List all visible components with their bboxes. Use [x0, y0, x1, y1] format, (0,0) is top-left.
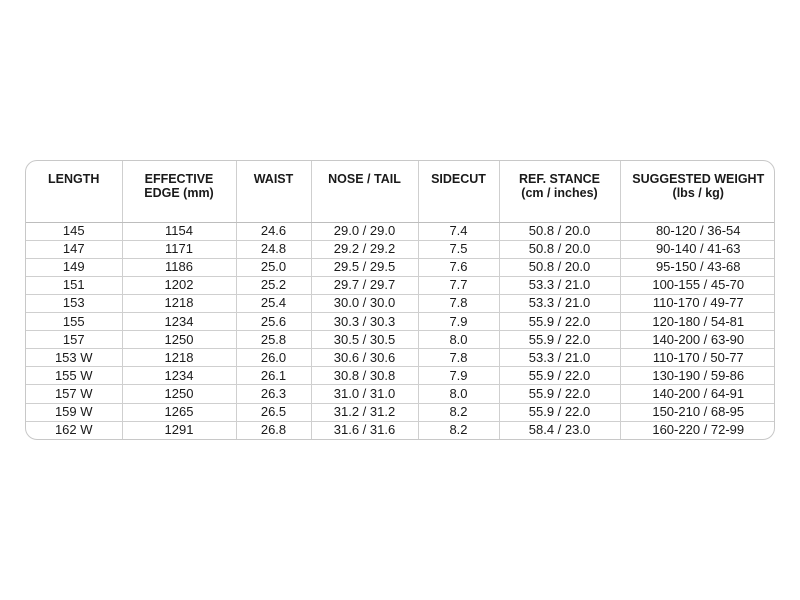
- column-header-line1: NOSE / TAIL: [328, 172, 401, 186]
- column-header-line1: SUGGESTED WEIGHT: [632, 172, 765, 186]
- table-row: [26, 313, 775, 331]
- table-row: [26, 294, 775, 312]
- cell-nose-tail: 30.0 / 30.0: [311, 294, 418, 312]
- cell-sidecut: 7.8: [418, 294, 499, 312]
- cell-sidecut: 7.8: [418, 349, 499, 367]
- cell-suggested-weight: 120-180 / 54-81: [620, 313, 775, 331]
- table-row: [26, 240, 775, 258]
- cell-waist: 25.8: [236, 331, 311, 349]
- cell-nose-tail: 29.2 / 29.2: [311, 240, 418, 258]
- column-header-effective-edge: [122, 161, 236, 222]
- cell-length: 155: [26, 313, 122, 331]
- cell-ref-stance: 55.9 / 22.0: [499, 331, 620, 349]
- cell-sidecut: 7.6: [418, 258, 499, 276]
- column-header-line1: SIDECUT: [431, 172, 486, 186]
- cell-nose-tail: 30.5 / 30.5: [311, 331, 418, 349]
- table-row: [26, 222, 775, 240]
- size-chart-table: [26, 161, 775, 439]
- cell-length: 153: [26, 294, 122, 312]
- cell-nose-tail: 31.2 / 31.2: [311, 403, 418, 421]
- cell-nose-tail: 30.6 / 30.6: [311, 349, 418, 367]
- size-chart-table-container: [25, 160, 775, 440]
- cell-ref-stance: 53.3 / 21.0: [499, 276, 620, 294]
- cell-length: 145: [26, 222, 122, 240]
- cell-suggested-weight: 90-140 / 41-63: [620, 240, 775, 258]
- column-header-length: [26, 161, 122, 222]
- column-header-ref-stance: [499, 161, 620, 222]
- cell-waist: 25.4: [236, 294, 311, 312]
- cell-sidecut: 7.4: [418, 222, 499, 240]
- cell-length: 155 W: [26, 367, 122, 385]
- cell-length: 153 W: [26, 349, 122, 367]
- cell-sidecut: 7.9: [418, 313, 499, 331]
- cell-sidecut: 8.0: [418, 331, 499, 349]
- cell-sidecut: 8.2: [418, 421, 499, 439]
- cell-effective-edge: 1154: [122, 222, 236, 240]
- cell-waist: 26.8: [236, 421, 311, 439]
- column-header-line1: REF. STANCE: [518, 172, 601, 186]
- table-row: [26, 276, 775, 294]
- cell-nose-tail: 29.7 / 29.7: [311, 276, 418, 294]
- table-header: [26, 161, 775, 222]
- cell-ref-stance: 50.8 / 20.0: [499, 240, 620, 258]
- cell-sidecut: 8.0: [418, 385, 499, 403]
- column-header-suggested-weight: [620, 161, 775, 222]
- table-row: [26, 367, 775, 385]
- table-row: [26, 349, 775, 367]
- cell-suggested-weight: 95-150 / 43-68: [620, 258, 775, 276]
- cell-suggested-weight: 80-120 / 36-54: [620, 222, 775, 240]
- cell-effective-edge: 1291: [122, 421, 236, 439]
- cell-suggested-weight: 140-200 / 64-91: [620, 385, 775, 403]
- cell-ref-stance: 58.4 / 23.0: [499, 421, 620, 439]
- cell-ref-stance: 55.9 / 22.0: [499, 385, 620, 403]
- header-row: [26, 161, 775, 222]
- table-body: [26, 222, 775, 439]
- cell-waist: 26.5: [236, 403, 311, 421]
- cell-effective-edge: 1186: [122, 258, 236, 276]
- cell-suggested-weight: 130-190 / 59-86: [620, 367, 775, 385]
- cell-waist: 24.6: [236, 222, 311, 240]
- cell-length: 151: [26, 276, 122, 294]
- cell-nose-tail: 29.0 / 29.0: [311, 222, 418, 240]
- cell-ref-stance: 55.9 / 22.0: [499, 313, 620, 331]
- column-header-sidecut: [418, 161, 499, 222]
- cell-effective-edge: 1218: [122, 349, 236, 367]
- cell-effective-edge: 1171: [122, 240, 236, 258]
- column-header-line2: (cm / inches): [521, 186, 598, 200]
- table-row: [26, 385, 775, 403]
- cell-ref-stance: 53.3 / 21.0: [499, 294, 620, 312]
- column-header-line2: (lbs / kg): [672, 186, 724, 200]
- cell-sidecut: 8.2: [418, 403, 499, 421]
- cell-length: 162 W: [26, 421, 122, 439]
- cell-suggested-weight: 150-210 / 68-95: [620, 403, 775, 421]
- table-row: [26, 421, 775, 439]
- cell-effective-edge: 1250: [122, 331, 236, 349]
- cell-sidecut: 7.5: [418, 240, 499, 258]
- cell-waist: 26.1: [236, 367, 311, 385]
- cell-nose-tail: 30.8 / 30.8: [311, 367, 418, 385]
- cell-waist: 25.6: [236, 313, 311, 331]
- cell-suggested-weight: 110-170 / 50-77: [620, 349, 775, 367]
- cell-ref-stance: 55.9 / 22.0: [499, 367, 620, 385]
- cell-waist: 25.2: [236, 276, 311, 294]
- cell-length: 157: [26, 331, 122, 349]
- cell-suggested-weight: 100-155 / 45-70: [620, 276, 775, 294]
- cell-effective-edge: 1202: [122, 276, 236, 294]
- cell-nose-tail: 31.0 / 31.0: [311, 385, 418, 403]
- cell-ref-stance: 50.8 / 20.0: [499, 222, 620, 240]
- cell-effective-edge: 1234: [122, 367, 236, 385]
- cell-effective-edge: 1265: [122, 403, 236, 421]
- cell-suggested-weight: 110-170 / 49-77: [620, 294, 775, 312]
- cell-length: 157 W: [26, 385, 122, 403]
- cell-nose-tail: 31.6 / 31.6: [311, 421, 418, 439]
- cell-waist: 25.0: [236, 258, 311, 276]
- cell-nose-tail: 30.3 / 30.3: [311, 313, 418, 331]
- cell-length: 149: [26, 258, 122, 276]
- cell-sidecut: 7.7: [418, 276, 499, 294]
- table-row: [26, 258, 775, 276]
- column-header-waist: [236, 161, 311, 222]
- column-header-line1: LENGTH: [48, 172, 100, 186]
- column-header-nose-tail: [311, 161, 418, 222]
- cell-effective-edge: 1250: [122, 385, 236, 403]
- cell-waist: 26.3: [236, 385, 311, 403]
- cell-suggested-weight: 140-200 / 63-90: [620, 331, 775, 349]
- table-row: [26, 403, 775, 421]
- column-header-line1: EFFECTIVE: [144, 172, 214, 186]
- cell-ref-stance: 55.9 / 22.0: [499, 403, 620, 421]
- table-row: [26, 331, 775, 349]
- cell-length: 159 W: [26, 403, 122, 421]
- cell-nose-tail: 29.5 / 29.5: [311, 258, 418, 276]
- cell-suggested-weight: 160-220 / 72-99: [652, 422, 745, 438]
- column-header-line2: EDGE (mm): [144, 186, 214, 200]
- cell-length: 147: [26, 240, 122, 258]
- cell-effective-edge: 1218: [122, 294, 236, 312]
- cell-waist: 24.8: [236, 240, 311, 258]
- column-header-line1: WAIST: [253, 172, 294, 186]
- cell-ref-stance: 50.8 / 20.0: [499, 258, 620, 276]
- cell-ref-stance: 53.3 / 21.0: [499, 349, 620, 367]
- cell-effective-edge: 1234: [122, 313, 236, 331]
- cell-waist: 26.0: [236, 349, 311, 367]
- cell-sidecut: 7.9: [418, 367, 499, 385]
